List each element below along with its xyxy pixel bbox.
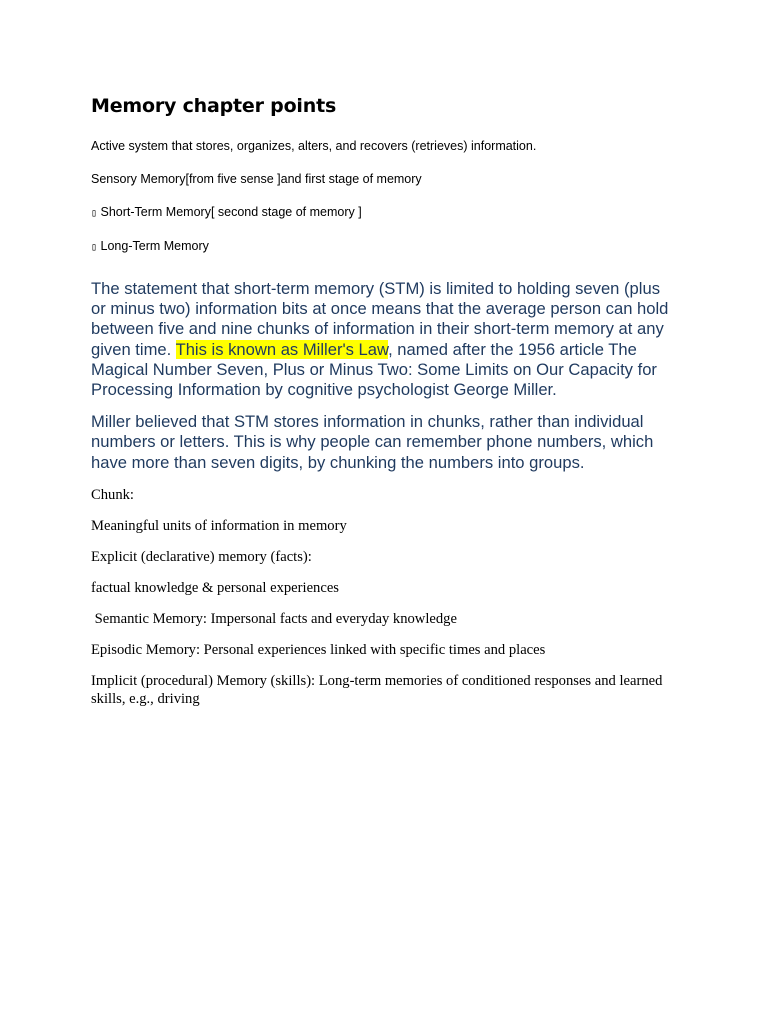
long-term-memory-item xyxy=(91,239,672,255)
millers-law-highlight: This is known as Miller's Law xyxy=(175,339,389,359)
missing-glyph-icon: ▯ xyxy=(91,242,98,253)
stm-paragraph-start: The statement that short-term memory (STM) is limited to holding seven (plus or minus two) information bits at once means that the average person can hold between five and nine chunks of information in their short-term memory at any given time. xyxy=(91,279,669,359)
miller-paragraph: Miller believed that STM stores information in chunks, rather than individual numbers or letters. This is why people can remember phone numbers, which have more than seven digits, by chunking the numbers into groups. xyxy=(91,412,654,472)
chunk-definition: Meaningful units of information in memory xyxy=(91,517,347,534)
stm-paragraph-end: , named after the 1956 article The Magical Number Seven, Plus or Minus Two: Some Limits on Our Capacity for Processing Information by cognitive psychologist George Miller. xyxy=(91,339,657,400)
intro-text: Active system that stores, organizes, alters, and recovers (retrieves) information. xyxy=(91,139,537,153)
stm-paragraph xyxy=(91,279,672,400)
sensory-memory-text: Sensory Memory[from five sense ]and first stage of memory xyxy=(91,172,422,186)
short-term-memory-item xyxy=(91,205,672,221)
short-term-memory-text: Short-Term Memory[ second stage of memory ] xyxy=(100,205,362,219)
semantic-memory-text: Semantic Memory: Impersonal facts and everyday knowledge xyxy=(91,610,457,627)
page-title: Memory chapter points xyxy=(91,95,337,117)
explicit-memory-label: Explicit (declarative) memory (facts): xyxy=(91,548,312,565)
chunk-label: Chunk: xyxy=(91,486,134,503)
missing-glyph-icon: ▯ xyxy=(91,208,98,219)
explicit-memory-definition: factual knowledge & personal experiences xyxy=(91,579,339,596)
long-term-memory-text: Long-Term Memory xyxy=(100,239,209,253)
episodic-memory-text: Episodic Memory: Personal experiences linked with specific times and places xyxy=(91,641,546,658)
implicit-memory-text: Implicit (procedural) Memory (skills): Long-term memories of conditioned responses and learned skills, e.g., driving xyxy=(91,672,663,707)
